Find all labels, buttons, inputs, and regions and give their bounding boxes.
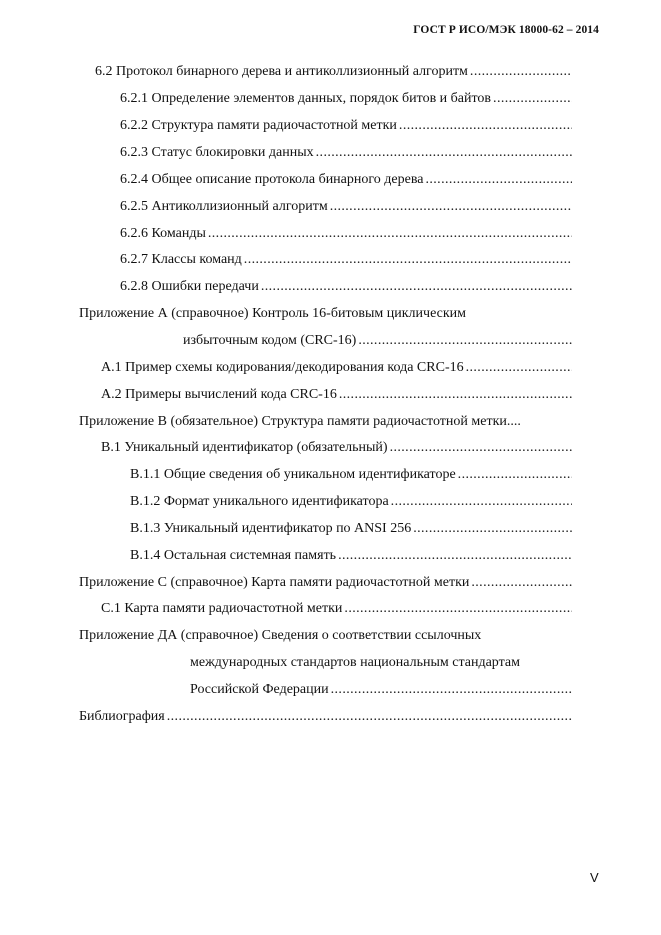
toc-entry-c-1[interactable]	[101, 599, 572, 619]
toc-entry-label: Приложение С (справочное) Карта памяти радиочастотной метки	[79, 575, 470, 590]
toc-entry-6-2-1[interactable]	[120, 89, 572, 109]
toc-entry-a-2[interactable]	[101, 385, 572, 405]
toc-entry-6-2[interactable]	[95, 62, 572, 82]
dot-leader	[344, 599, 572, 619]
toc-entry-label: 6.2.3 Статус блокировки данных	[120, 145, 314, 160]
toc-entry-6-2-2[interactable]	[120, 116, 572, 136]
toc-entry-label: В.1.1 Общие сведения об уникальном идентификаторе	[130, 467, 456, 482]
toc-entry-appendix-a[interactable]	[183, 331, 572, 351]
dot-leader	[358, 331, 572, 351]
dot-leader	[391, 492, 572, 512]
toc-entry-label: избыточным кодом (CRC-16)	[183, 333, 357, 348]
toc-entry-label: А.1 Пример схемы кодирования/декодирования кода CRC-16	[101, 360, 464, 375]
dot-leader	[390, 438, 572, 458]
toc-entry-label: 6.2.4 Общее описание протокола бинарного дерева	[120, 172, 424, 187]
dot-leader	[493, 89, 572, 109]
dot-leader	[330, 197, 572, 217]
dot-leader	[208, 224, 572, 244]
toc-entry-label: 6.2 Протокол бинарного дерева и антиколлизионный алгоритм	[95, 64, 468, 79]
toc-entry-b-1-4[interactable]	[130, 546, 572, 566]
document-header: ГОСТ Р ИСО/МЭК 18000-62 – 2014	[413, 24, 599, 36]
toc-entry-b-1[interactable]	[101, 438, 572, 458]
dot-leader	[331, 680, 572, 700]
dot-leader	[316, 143, 572, 163]
dot-leader	[338, 546, 572, 566]
toc-entry-label: 6.2.1 Определение элементов данных, порядок битов и байтов	[120, 91, 492, 106]
toc-entry-appendix-da-title[interactable]: Приложение ДА (справочное) Сведения о соответствии ссылочных	[79, 628, 482, 643]
toc-entry-appendix-a-title[interactable]: Приложение А (справочное) Контроль 16-битовым циклическим	[79, 306, 466, 321]
toc-entry-6-2-6[interactable]	[120, 224, 572, 244]
toc-entry-appendix-c[interactable]	[79, 573, 572, 593]
toc-entry-label: В.1.2 Формат уникального идентификатора	[130, 494, 389, 509]
toc-entry-label: Библиография	[79, 709, 165, 724]
toc-entry-label: 6.2.6 Команды	[120, 226, 206, 241]
toc-entry-bibliography[interactable]	[79, 707, 572, 727]
toc-entry-label: В.1 Уникальный идентификатор (обязательный)	[101, 440, 388, 455]
toc-entry-appendix-b[interactable]: Приложение В (обязательное) Структура памяти радиочастотной метки....	[79, 414, 521, 429]
toc-entry-label: 6.2.7 Классы команд	[120, 252, 242, 267]
page-number: V	[590, 870, 599, 885]
dot-leader	[470, 62, 572, 82]
toc-entry-b-1-2[interactable]	[130, 492, 572, 512]
toc-entry-a-1[interactable]	[101, 358, 572, 378]
dot-leader	[466, 358, 572, 378]
toc-entry-appendix-da[interactable]	[190, 680, 572, 700]
toc-entry-label: В.1.3 Уникальный идентификатор по ANSI 256	[130, 521, 412, 536]
toc-entry-label: Российской Федерации	[190, 682, 329, 697]
toc-entry-label: 6.2.2 Структура памяти радиочастотной метки	[120, 118, 397, 133]
toc-entry-b-1-1[interactable]	[130, 465, 572, 485]
toc-entry-b-1-3[interactable]	[130, 519, 572, 539]
dot-leader	[471, 573, 572, 593]
dot-leader	[399, 116, 572, 136]
dot-leader	[339, 385, 572, 405]
toc-entry-label: 6.2.5 Антиколлизионный алгоритм	[120, 199, 328, 214]
toc-entry-6-2-7[interactable]	[120, 250, 572, 270]
toc-entry-6-2-5[interactable]	[120, 197, 572, 217]
toc-entry-6-2-8[interactable]	[120, 277, 572, 297]
toc-entry-appendix-da-continuation[interactable]: международных стандартов национальным стандартам	[190, 655, 520, 670]
dot-leader	[261, 277, 572, 297]
toc-entry-label: А.2 Примеры вычислений кода CRC-16	[101, 387, 337, 402]
dot-leader	[167, 707, 572, 727]
toc-entry-label: С.1 Карта памяти радиочастотной метки	[101, 601, 343, 616]
dot-leader	[413, 519, 572, 539]
toc-entry-label: 6.2.8 Ошибки передачи	[120, 279, 259, 294]
toc-entry-6-2-4[interactable]	[120, 170, 572, 190]
toc-entry-label: В.1.4 Остальная системная память	[130, 548, 337, 563]
dot-leader	[458, 465, 572, 485]
toc-entry-6-2-3[interactable]	[120, 143, 572, 163]
dot-leader	[244, 250, 572, 270]
dot-leader	[425, 170, 572, 190]
